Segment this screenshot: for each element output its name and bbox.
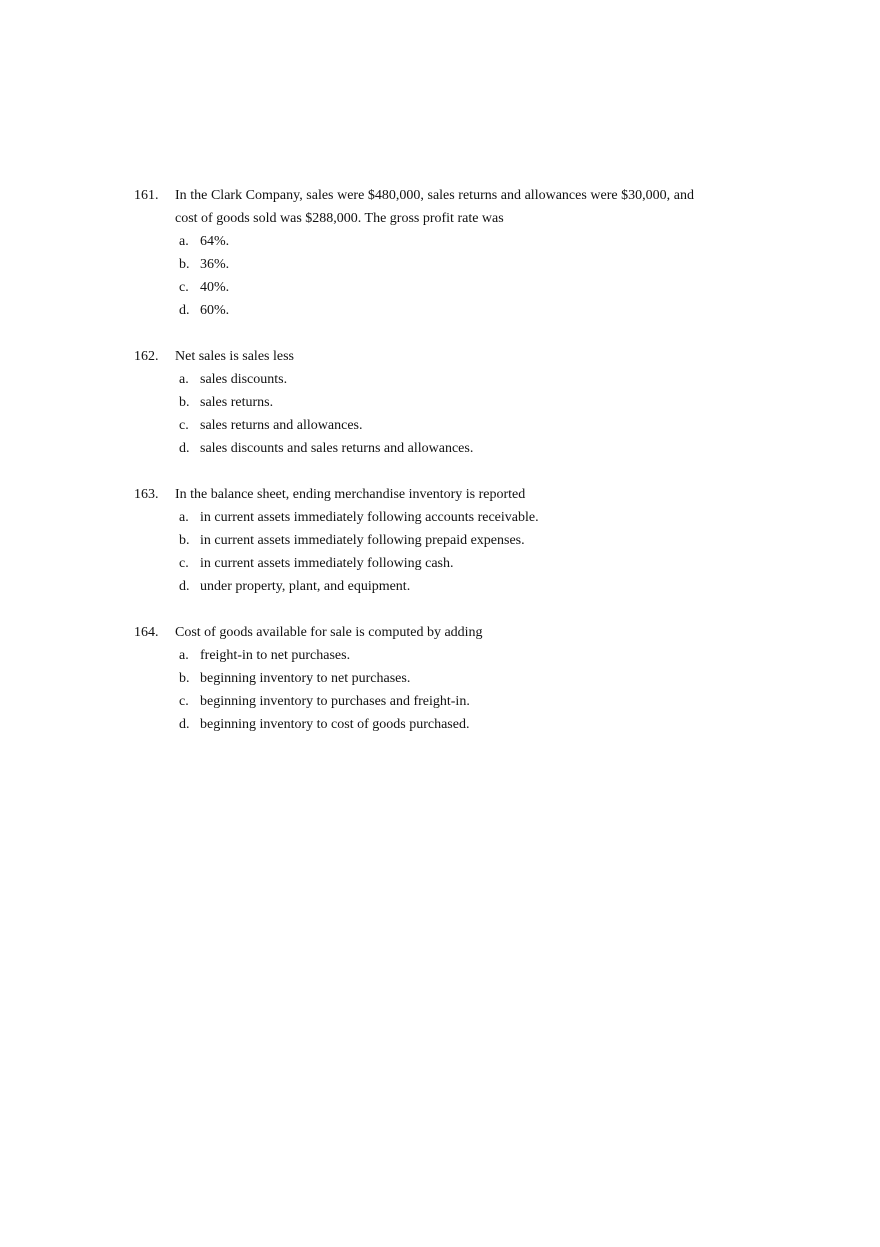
- option-letter: b.: [179, 671, 190, 686]
- option-text: freight-in to net purchases.: [200, 648, 351, 663]
- option-b: [134, 667, 694, 690]
- option-letter: b.: [179, 257, 190, 272]
- option-c: [134, 276, 694, 299]
- option-text: sales discounts.: [200, 372, 288, 387]
- option-text: 60%.: [200, 303, 230, 318]
- option-d: [134, 437, 694, 460]
- option-d: [134, 575, 694, 598]
- question-162: [134, 345, 694, 460]
- option-b: [134, 253, 694, 276]
- option-text: in current assets immediately following prepaid expenses.: [200, 533, 525, 548]
- question-stem: Cost of goods available for sale is computed by adding: [175, 625, 483, 640]
- option-a: [134, 230, 694, 253]
- option-letter: d.: [179, 717, 190, 732]
- option-text: 40%.: [200, 280, 230, 295]
- option-b: [134, 529, 694, 552]
- question-number: 163.: [134, 487, 159, 502]
- option-text: under property, plant, and equipment.: [200, 579, 411, 594]
- option-letter: a.: [179, 372, 189, 387]
- option-letter: c.: [179, 280, 189, 295]
- option-letter: b.: [179, 395, 190, 410]
- option-text: 36%.: [200, 257, 230, 272]
- question-stem: Net sales is sales less: [175, 349, 294, 364]
- option-letter: c.: [179, 694, 189, 709]
- option-letter: c.: [179, 418, 189, 433]
- option-letter: c.: [179, 556, 189, 571]
- question-163: [134, 483, 694, 598]
- option-text: sales returns.: [200, 395, 274, 410]
- option-b: [134, 391, 694, 414]
- option-a: [134, 368, 694, 391]
- option-text: in current assets immediately following accounts receivable.: [200, 510, 539, 525]
- option-text: beginning inventory to net purchases.: [200, 671, 411, 686]
- option-d: [134, 299, 694, 322]
- option-c: [134, 690, 694, 713]
- question-number: 161.: [134, 188, 159, 203]
- question-stem: In the balance sheet, ending merchandise inventory is reported: [175, 487, 526, 502]
- question-number: 162.: [134, 349, 159, 364]
- option-c: [134, 552, 694, 575]
- option-letter: a.: [179, 234, 189, 249]
- question-stem: In the Clark Company, sales were $480,000, sales returns and allowances were $30,000, and cost of goods sold was $288,000. The gross profit rate was: [175, 188, 694, 226]
- option-text: in current assets immediately following cash.: [200, 556, 454, 571]
- option-letter: a.: [179, 510, 189, 525]
- option-letter: a.: [179, 648, 189, 663]
- question-164: [134, 621, 694, 736]
- question-161: [134, 184, 694, 322]
- option-text: sales returns and allowances.: [200, 418, 363, 433]
- option-letter: d.: [179, 303, 190, 318]
- question-number: 164.: [134, 625, 159, 640]
- option-text: 64%.: [200, 234, 230, 249]
- question-list: [134, 184, 694, 759]
- option-a: [134, 644, 694, 667]
- option-d: [134, 713, 694, 736]
- option-text: beginning inventory to purchases and freight-in.: [200, 694, 470, 709]
- option-letter: d.: [179, 579, 190, 594]
- option-text: beginning inventory to cost of goods purchased.: [200, 717, 470, 732]
- option-letter: b.: [179, 533, 190, 548]
- option-text: sales discounts and sales returns and allowances.: [200, 441, 474, 456]
- option-c: [134, 414, 694, 437]
- option-a: [134, 506, 694, 529]
- option-letter: d.: [179, 441, 190, 456]
